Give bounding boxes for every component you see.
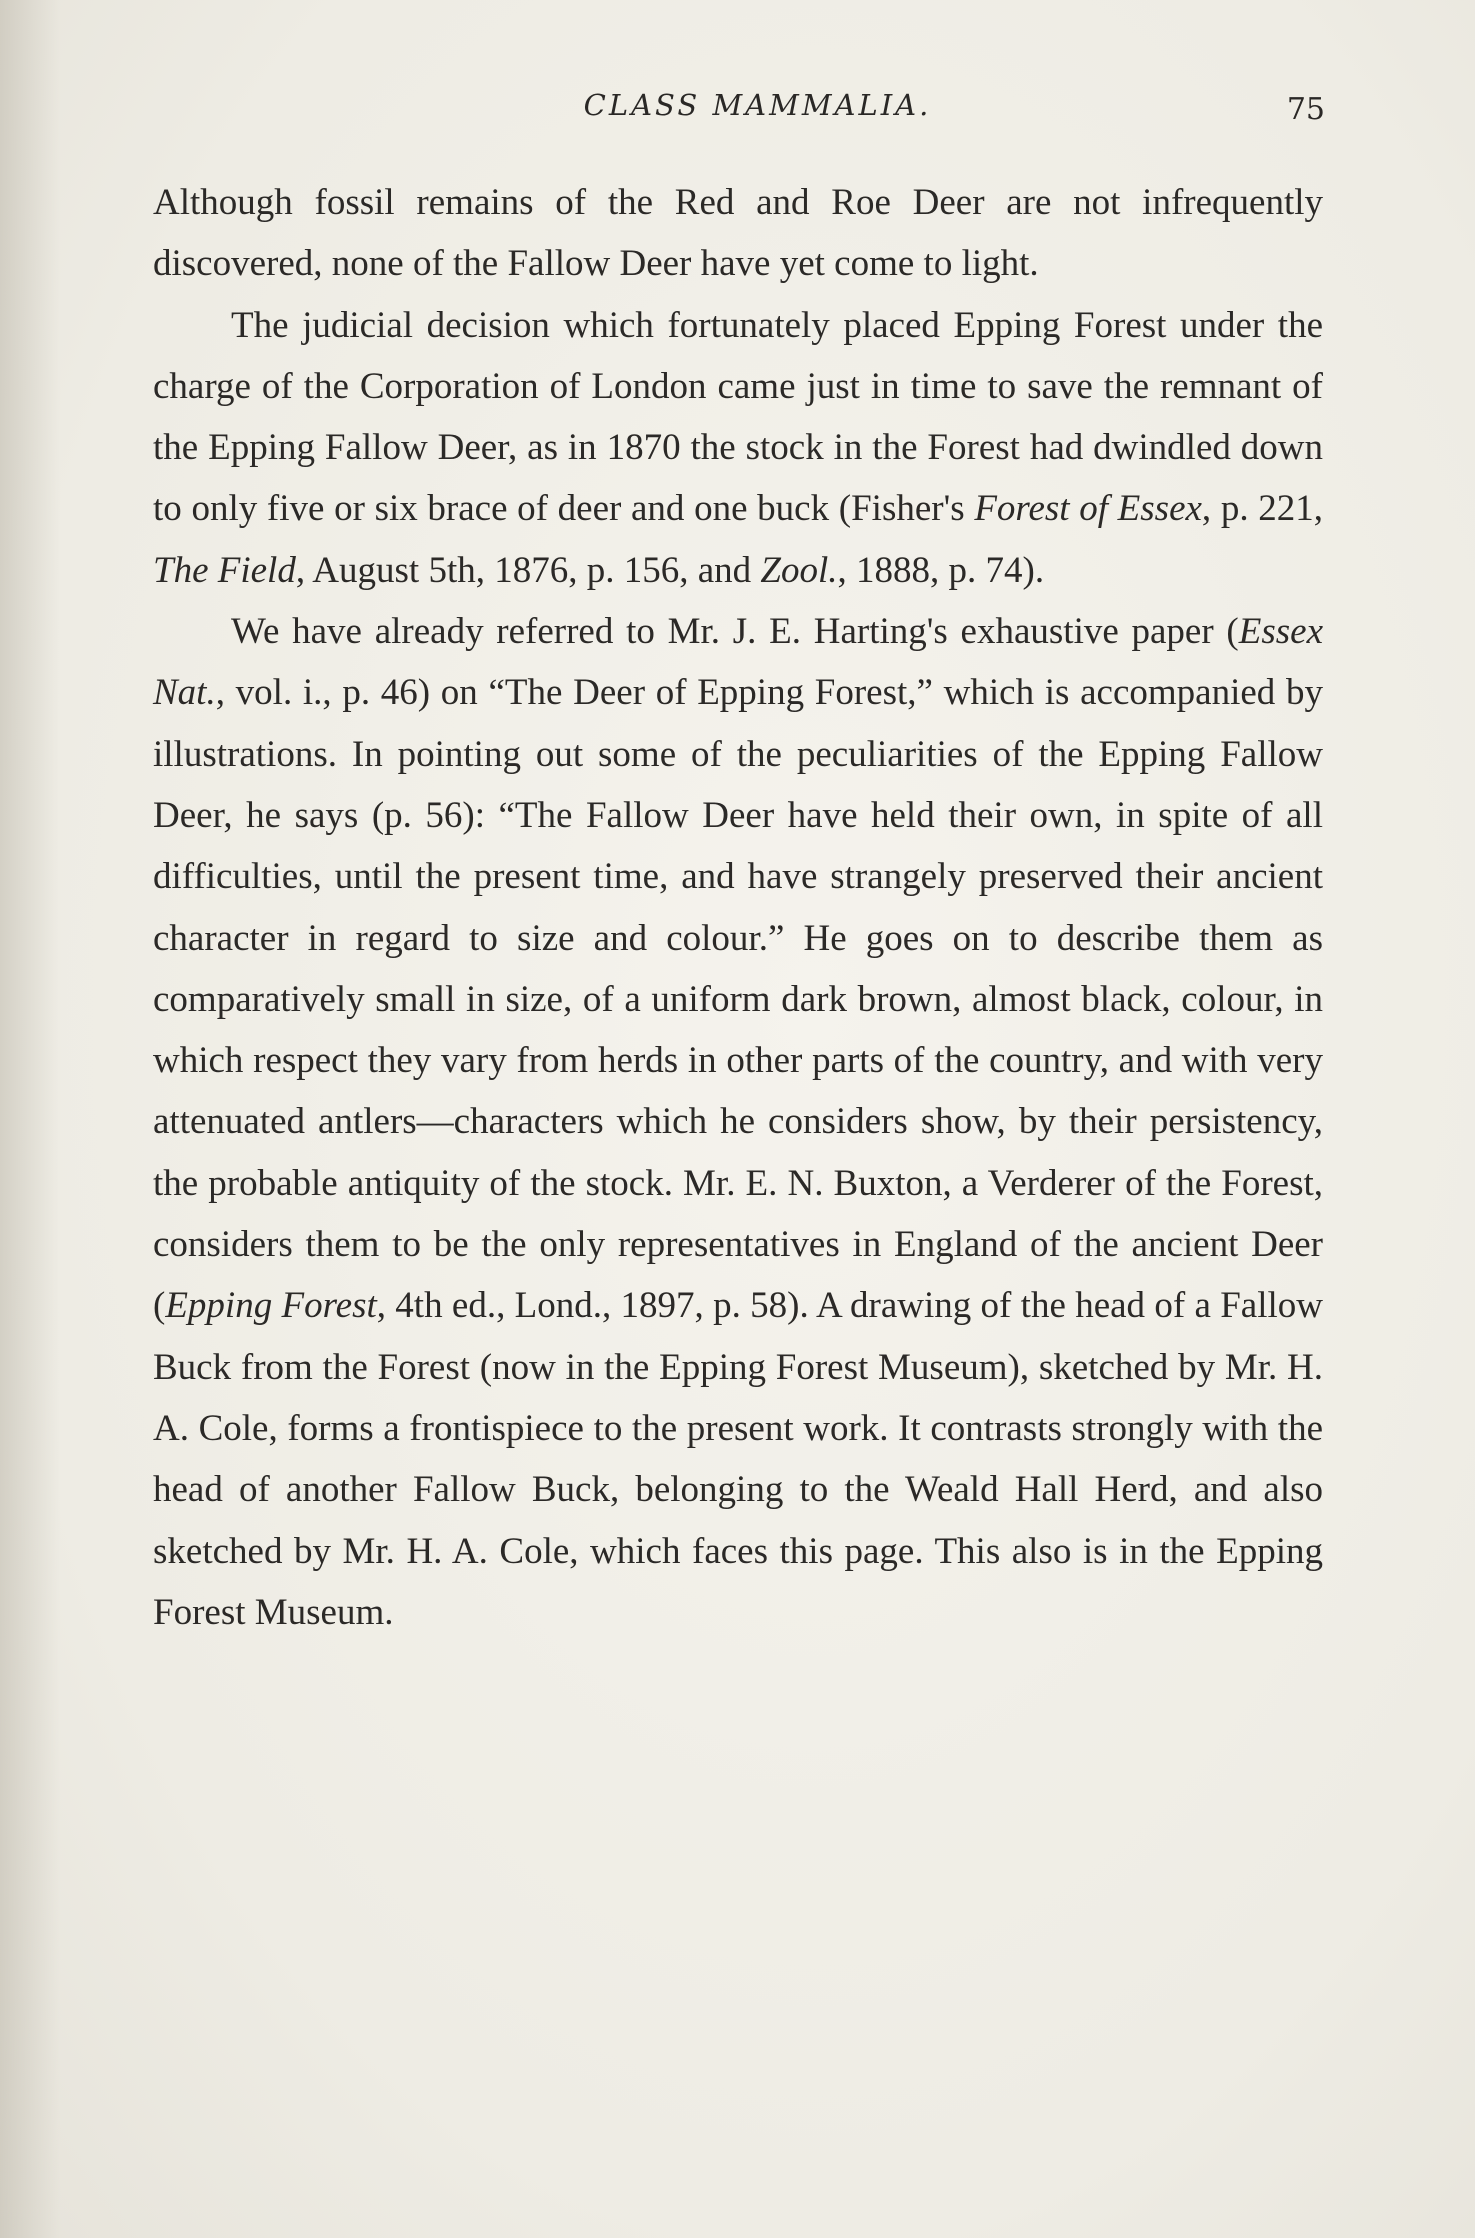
citation-essex-nat: Essex Nat. <box>153 611 1323 714</box>
citation-the-field: The Field <box>153 549 296 591</box>
citation-zool: Zool. <box>760 549 838 591</box>
paragraph-judicial-decision: The judicial decision which fortunately placed Epping Forest under the charge of the Corporation of London came just in time to save the remnant of the Epping Fallow Deer, as in 1870 the stock in the Forest had dwindled down to only five or six brace of deer and one buck (Fisher's Forest of Essex, p. 221, The Field, August 5th, 1876, p. 156, and Zool., 1888, p. 74). <box>153 304 1324 591</box>
running-title: CLASS MAMMALIA. <box>583 88 932 122</box>
paragraph-harting-paper: We have already referred to Mr. J. E. Harting's exhaustive paper (Essex Nat., vol. i., p. 46) on “The Deer of Epping Forest,” which is accompanied by illustrations. In pointing out some of the peculiarities of the Epping Fallow Deer, he says (p. 56): “The Fallow Deer have held their own, in spite of all difficulties, until the present time, and have strangely preserved their ancient character in regard to size and colour.” He goes on to describe them as comparatively small in size, of a uniform dark brown, almost black, colour, in which respect they vary from herds in other parts of the country, and with very attenuated antlers—characters which he considers show, by their persistency, the probable antiquity of the stock. Mr. E. N. Buxton, a Verderer of the Forest, considers them to be the only representatives in England of the ancient Deer (Epping Forest, 4th ed., Lond., 1897, p. 58). A drawing of the head of a Fallow Buck from the Forest (now in the Epping Forest Museum), sketched by Mr. H. A. Cole, forms a frontispiece to the present work. It contrasts strongly with the head of another Fallow Buck, belonging to the Weald Hall Herd, and also sketched by Mr. H. A. Cole, which faces this page. This also is in the Epping Forest Museum. <box>153 611 1323 1633</box>
running-head <box>150 88 1325 138</box>
citation-forest-of-essex: Forest of Essex <box>974 488 1202 530</box>
page-number: 75 <box>1286 92 1325 127</box>
paragraph-fossil-remains: Although fossil remains of the Red and Roe Deer are not infrequently discovered, none of the Fallow Deer have yet come to light. <box>153 182 1323 285</box>
body-text <box>153 172 1323 1643</box>
spine-shadow <box>0 0 60 2238</box>
citation-epping-forest: Epping Forest <box>165 1285 377 1327</box>
